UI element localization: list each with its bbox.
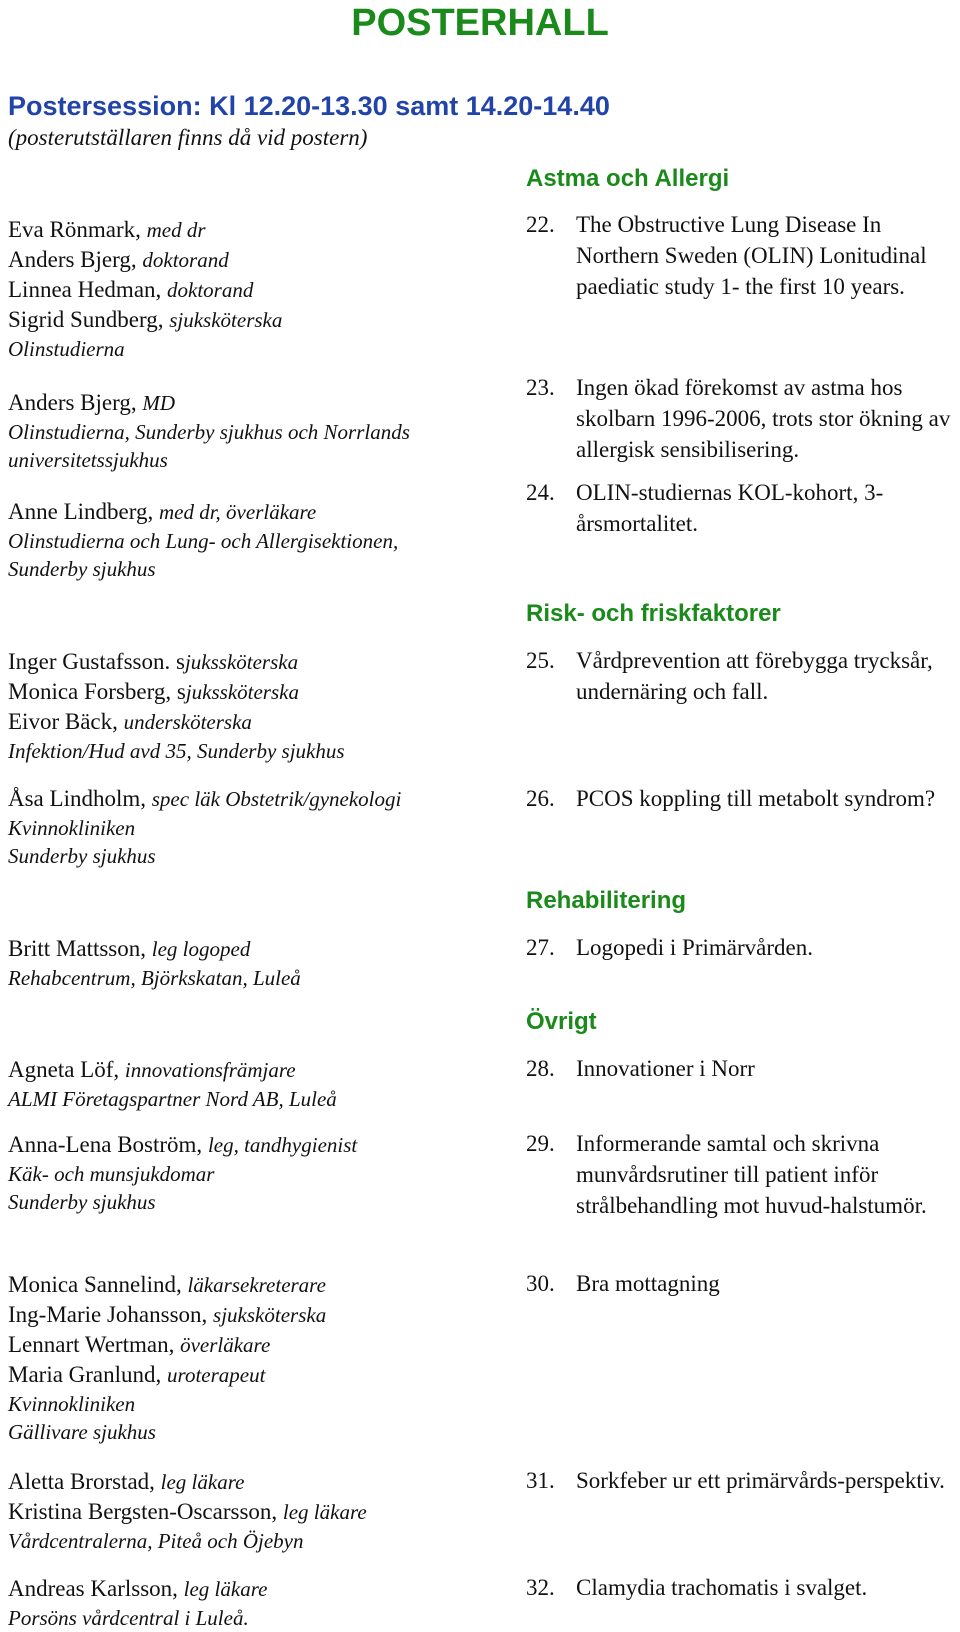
poster-item — [526, 372, 956, 465]
presenter-name: Anders Bjerg, — [8, 390, 137, 415]
presenter-line — [8, 934, 493, 964]
presenter-line — [8, 677, 493, 707]
presenter-block — [8, 784, 493, 870]
presenter-role: leg, tandhygienist — [207, 1133, 358, 1157]
presenter-role: leg läkare — [282, 1500, 367, 1524]
poster-number: 26. — [526, 786, 555, 811]
poster-title: Logopedi i Primärvården. — [576, 935, 813, 960]
presenter-affiliation: Sunderby sjukhus — [8, 557, 156, 581]
presenter-line — [8, 784, 493, 814]
presenter-block — [8, 1055, 493, 1113]
presenter-affiliation: universitetssjukhus — [8, 448, 168, 472]
poster-item — [526, 1572, 956, 1603]
presenter-block — [8, 1130, 493, 1216]
presenter-line — [8, 1574, 493, 1604]
presenter-name: Aletta Brorstad, — [8, 1469, 155, 1494]
poster-number: 30. — [526, 1271, 555, 1296]
presenter-block — [8, 388, 493, 474]
poster-item — [526, 783, 956, 814]
poster-title: Bra mottagning — [576, 1271, 720, 1296]
poster-number: 24. — [526, 480, 555, 505]
section-heading-rehab: Rehabilitering — [526, 887, 687, 914]
poster-item — [526, 1465, 956, 1496]
presenter-block — [8, 1467, 493, 1555]
presenter-line — [8, 497, 493, 527]
poster-title: Sorkfeber ur ett primärvårds-perspektiv. — [576, 1468, 945, 1493]
presenter-name: Agneta Löf, — [8, 1057, 120, 1082]
presenter-line — [8, 647, 493, 677]
poster-number: 28. — [526, 1056, 555, 1081]
presenter-affiliation: Olinstudierna, Sunderby sjukhus och Norrlands — [8, 420, 410, 444]
poster-item — [526, 645, 956, 707]
presenter-line — [8, 1130, 493, 1160]
presenter-line — [8, 1300, 493, 1330]
presenter-name: Linnea Hedman, — [8, 277, 162, 302]
presenter-name: Maria Granlund, — [8, 1362, 162, 1387]
presenter-role: med dr — [146, 218, 206, 242]
presenter-role: jukssköterska — [184, 650, 299, 674]
presenter-name: Kristina Bergsten-Oscarsson, — [8, 1499, 278, 1524]
presenter-line — [8, 1360, 493, 1390]
presenter-name: Eivor Bäck, — [8, 709, 118, 734]
presenter-name: Ing-Marie Johansson, — [8, 1302, 208, 1327]
presenter-affiliation: Sunderby sjukhus — [8, 1190, 156, 1214]
poster-title: Informerande samtal och skrivna munvårdsrutiner till patient inför strålbehandling mot huvud-halstumör. — [576, 1131, 927, 1218]
presenter-affiliation: Vårdcentralerna, Piteå och Öjebyn — [8, 1529, 304, 1553]
poster-number: 27. — [526, 935, 555, 960]
section-heading-ovrigt: Övrigt — [526, 1008, 597, 1035]
poster-item — [526, 1268, 956, 1299]
poster-title: Vårdprevention att förebygga trycksår, undernäring och fall. — [576, 648, 933, 704]
presenter-name: Monica Sannelind, — [8, 1272, 182, 1297]
poster-item — [526, 209, 956, 302]
poster-item — [526, 477, 956, 539]
presenter-role: med dr, överläkare — [158, 500, 317, 524]
presenter-affiliation: Olinstudierna — [8, 337, 125, 361]
presenter-line — [8, 1467, 493, 1497]
presenter-name: Åsa Lindholm, — [8, 786, 146, 811]
poster-title: Innovationer i Norr — [576, 1056, 755, 1081]
presenter-affiliation: ALMI Företagspartner Nord AB, Luleå — [8, 1087, 337, 1111]
presenter-role: MD — [142, 391, 176, 415]
presenter-name: Andreas Karlsson, — [8, 1576, 178, 1601]
presenter-name: Anne Lindberg, — [8, 499, 154, 524]
poster-title: PCOS koppling till metabolt syndrom? — [576, 786, 936, 811]
presenter-role: uroterapeut — [167, 1363, 266, 1387]
presenter-line — [8, 215, 493, 245]
presenter-line — [8, 1055, 493, 1085]
presenter-role: sjuksköterska — [213, 1303, 327, 1327]
presenter-affiliation: Kvinnokliniken — [8, 816, 136, 840]
presenter-name: Lennart Wertman, — [8, 1332, 175, 1357]
presenter-role: undersköterska — [123, 710, 252, 734]
presenter-line — [8, 305, 493, 335]
presenter-affiliation: Käk- och munsjukdomar — [8, 1162, 215, 1186]
page-title: POSTERHALL — [351, 2, 609, 44]
poster-number: 32. — [526, 1575, 555, 1600]
poster-title: Ingen ökad förekomst av astma hos skolbarn 1996-2006, trots stor ökning av allergisk sensibilisering. — [576, 375, 951, 462]
presenter-role: överläkare — [180, 1333, 271, 1357]
presenter-role: spec läk Obstetrik/gynekologi — [151, 787, 402, 811]
presenter-line — [8, 388, 493, 418]
presenter-block — [8, 1574, 493, 1632]
presenter-block — [8, 215, 493, 363]
presenter-role: leg logoped — [151, 937, 251, 961]
poster-number: 31. — [526, 1468, 555, 1493]
poster-item — [526, 1053, 956, 1084]
poster-number: 25. — [526, 648, 555, 673]
poster-item — [526, 1128, 956, 1221]
presenter-role: sjuksköterska — [169, 308, 283, 332]
presenter-affiliation: Sunderby sjukhus — [8, 844, 156, 868]
poster-number: 23. — [526, 375, 555, 400]
presenter-affiliation: Kvinnokliniken — [8, 1392, 136, 1416]
section-heading-risk: Risk- och friskfaktorer — [526, 600, 781, 627]
presenter-name: Anders Bjerg, — [8, 247, 137, 272]
presenter-line — [8, 1497, 493, 1527]
presenter-affiliation: Rehabcentrum, Björkskatan, Luleå — [8, 966, 301, 990]
presenter-name: Inger Gustafsson. s — [8, 649, 185, 674]
session-time: Postersession: Kl 12.20-13.30 samt 14.20-14.40 — [8, 91, 610, 121]
presenter-role: leg läkare — [183, 1577, 268, 1601]
presenter-block — [8, 497, 493, 583]
presenter-line — [8, 707, 493, 737]
poster-number: 29. — [526, 1131, 555, 1156]
presenter-name: Britt Mattsson, — [8, 936, 147, 961]
presenter-affiliation: Porsöns vårdcentral i Luleå. — [8, 1606, 249, 1630]
presenter-block — [8, 934, 493, 992]
presenter-block — [8, 647, 493, 765]
poster-item — [526, 932, 956, 963]
section-heading-astma: Astma och Allergi — [526, 165, 730, 192]
presenter-role: doktorand — [142, 248, 229, 272]
presenter-name: Sigrid Sundberg, — [8, 307, 164, 332]
presenter-role: innovationsfrämjare — [124, 1058, 296, 1082]
presenter-line — [8, 275, 493, 305]
presenter-role: jukssköterska — [185, 680, 299, 704]
presenter-line — [8, 1330, 493, 1360]
presenter-affiliation: Gällivare sjukhus — [8, 1420, 156, 1444]
poster-title: The Obstructive Lung Disease In Northern Sweden (OLIN) Lonitudinal paediatic study 1- the first 10 years. — [576, 212, 927, 299]
presenter-line — [8, 245, 493, 275]
presenter-affiliation: Infektion/Hud avd 35, Sunderby sjukhus — [8, 739, 345, 763]
presenter-role: doktorand — [167, 278, 254, 302]
presenter-affiliation: Olinstudierna och Lung- och Allergisektionen, — [8, 529, 399, 553]
poster-title: OLIN-studiernas KOL-kohort, 3-årsmortalitet. — [576, 480, 884, 536]
presenter-block — [8, 1270, 493, 1446]
presenter-line — [8, 1270, 493, 1300]
presenter-role: läkarsekreterare — [187, 1273, 326, 1297]
presenter-name: Eva Rönmark, — [8, 217, 141, 242]
session-note: (posterutställaren finns då vid postern) — [8, 125, 368, 150]
presenter-name: Anna-Lena Boström, — [8, 1132, 203, 1157]
poster-title: Clamydia trachomatis i svalget. — [576, 1575, 868, 1600]
presenter-role: leg läkare — [160, 1470, 245, 1494]
presenter-name: Monica Forsberg, s — [8, 679, 186, 704]
poster-number: 22. — [526, 212, 555, 237]
